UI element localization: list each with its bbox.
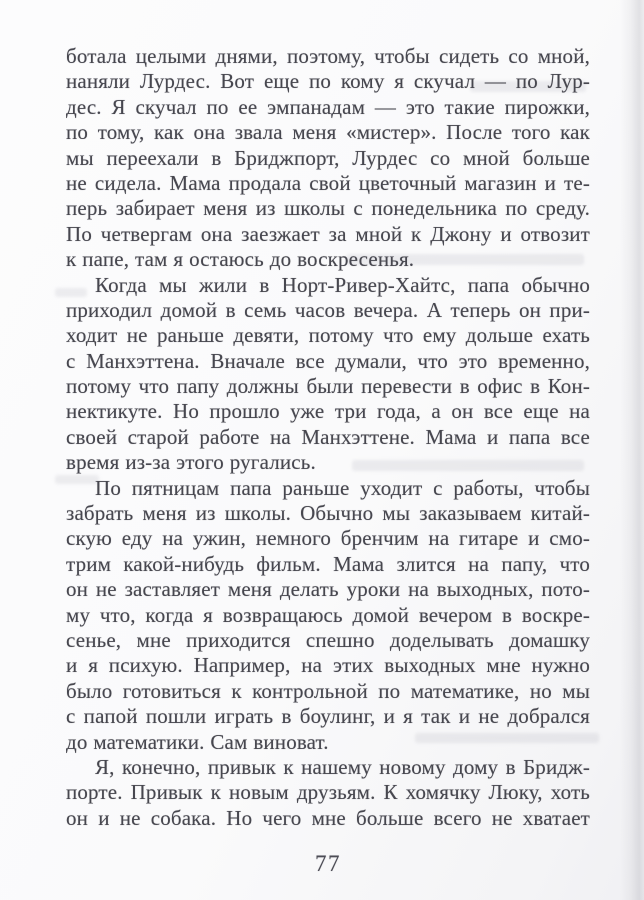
page-edge-shadow: [620, 0, 644, 900]
text-line: с Манхэттена. Вначале все думали, что это временно,: [66, 348, 590, 373]
paragraph: [66, 755, 590, 831]
paragraph: [66, 44, 590, 273]
text-line: перь забирает меня из школы с понедельника по среду.: [66, 196, 590, 221]
page-number: 77: [315, 851, 341, 876]
paragraph: [66, 476, 590, 755]
text-line: По четвергам она заезжает за мной к Джону и отвозит: [66, 221, 590, 246]
text-line: своей старой работе на Манхэттене. Мама и папа все: [66, 424, 590, 449]
text-line: и я психую. Например, на этих выходных мне нужно: [66, 653, 590, 678]
text-line: было готовиться к контрольной по математике, но мы: [66, 678, 590, 703]
text-line: сенье, мне приходится спешно доделывать домашку: [66, 627, 590, 652]
text-line: скую еду на ужин, немного бренчим на гитаре и смо-: [66, 526, 590, 551]
text-line: му что, когда я возвращаюсь домой вечером в воскре-: [66, 602, 590, 627]
text-line: порте. Привык к новым друзьям. К хомячку Люку, хоть: [66, 780, 590, 805]
page-text: [66, 44, 590, 831]
text-line: Когда мы жили в Норт-Ривер-Хайтс, папа обычно: [95, 272, 590, 297]
text-line: с папой пошли играть в боулинг, и я так и не добрался: [66, 704, 590, 729]
text-line: не сидела. Мама продала свой цветочный магазин и те-: [66, 170, 590, 195]
text-line: он не заставляет меня делать уроки на выходных, пото-: [66, 577, 590, 602]
text-line: он и не собака. Но чего мне больше всего не хватает: [66, 805, 590, 830]
text-line: ходит не раньше девяти, потому что ему дольше ехать: [66, 323, 590, 348]
text-line: к папе, там я остаюсь до воскресенья.: [66, 247, 415, 272]
text-line: По пятницам папа раньше уходит с работы, чтобы: [95, 475, 590, 500]
text-line: наняли Лурдес. Вот еще по кому я скучал — по Лур-: [66, 69, 590, 94]
paragraph: [66, 273, 590, 476]
text-line: мы переехали в Бриджпорт, Лурдес со мной больше: [66, 145, 590, 170]
text-line: приходил домой в семь часов вечера. А теперь он при-: [66, 297, 590, 322]
text-line: до математики. Сам виноват.: [66, 729, 329, 754]
text-line: время из-за этого ругались.: [66, 450, 316, 475]
text-line: трим какой-нибудь фильм. Мама злится на папу, что: [66, 551, 590, 576]
text-line: Я, конечно, привык к нашему новому дому в Бридж-: [95, 754, 590, 779]
text-line: нектикуте. Но прошло уже три года, а он все еще на: [66, 399, 590, 424]
text-line: дес. Я скучал по ее эмпанадам — это такие пирожки,: [66, 94, 590, 119]
text-line: по тому, как она звала меня «мистер». После того как: [66, 120, 590, 145]
text-line: забрать меня из школы. Обычно мы заказываем китай-: [66, 501, 590, 526]
text-line: ботала целыми днями, поэтому, чтобы сидеть со мной,: [66, 44, 590, 68]
text-line: потому что папу должны были перевести в офис в Кон-: [66, 374, 590, 399]
